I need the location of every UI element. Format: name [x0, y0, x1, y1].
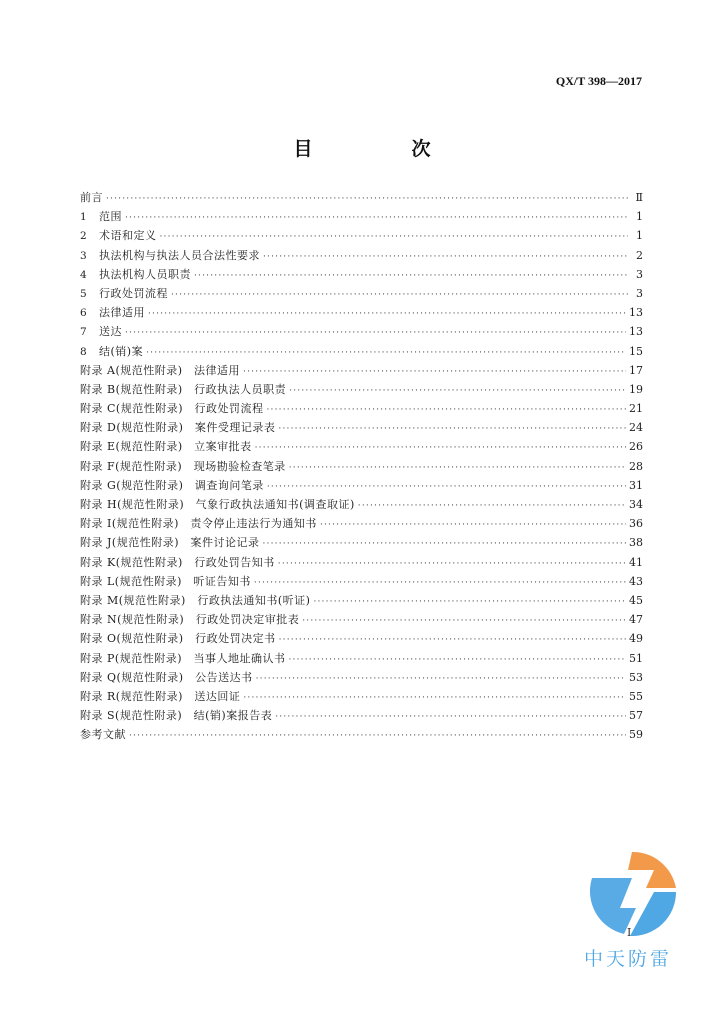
toc-dot-leader	[289, 459, 626, 478]
toc-dot-leader	[263, 535, 627, 554]
toc-entry-label: 附录 B(规范性附录) 行政执法人员职责	[80, 382, 287, 396]
toc-entry-page: 49	[629, 632, 643, 646]
toc-entry-label: 前言	[80, 191, 103, 204]
toc-dot-leader	[278, 555, 626, 574]
toc-dot-leader	[171, 286, 628, 305]
toc-entry[interactable]	[80, 610, 643, 629]
toc-entry-label: 附录 Q(规范性附录) 公告送达书	[80, 670, 253, 684]
toc-entry-page: 59	[629, 728, 643, 742]
toc-dot-leader	[263, 248, 628, 267]
toc-entry[interactable]	[80, 246, 643, 265]
toc-entry[interactable]	[80, 188, 643, 207]
toc-entry-label: 附录 D(规范性附录) 案件受理记录表	[80, 421, 276, 435]
toc-entry-label: 附录 F(规范性附录) 现场勘验检查笔录	[80, 459, 286, 473]
toc-entry-label: 附录 S(规范性附录) 结(销)案报告表	[80, 709, 273, 723]
toc-dot-leader	[267, 401, 627, 420]
toc-entry-number: 3	[80, 249, 87, 262]
toc-entry-page: 28	[629, 459, 643, 473]
toc-entry[interactable]	[80, 476, 643, 495]
toc-dot-leader	[302, 612, 626, 631]
toc-dot-leader	[243, 363, 626, 382]
toc-dot-leader	[313, 593, 626, 612]
standard-code: QX/T 398—2017	[555, 74, 642, 88]
toc-entry-number: 6	[80, 307, 87, 320]
toc-entry[interactable]	[80, 265, 643, 284]
toc-dot-leader	[129, 727, 626, 746]
toc-entry-page: 57	[629, 709, 643, 723]
toc-entry-page: 31	[629, 478, 643, 492]
toc-dot-leader	[275, 708, 626, 727]
toc-dot-leader	[148, 305, 626, 324]
toc-entry-label: 结(销)案	[99, 344, 144, 358]
toc-entry[interactable]	[80, 706, 643, 725]
toc-dot-leader	[320, 516, 626, 535]
toc-entry-page: 45	[629, 593, 643, 607]
toc-dot-leader	[106, 190, 628, 209]
toc-entry[interactable]	[80, 629, 643, 648]
toc-dot-leader	[255, 439, 626, 458]
toc-entry[interactable]	[80, 418, 643, 437]
toc-dot-leader	[288, 651, 626, 670]
page-number: I	[627, 926, 632, 939]
table-of-contents	[80, 188, 643, 744]
toc-entry-page: Ⅱ	[635, 191, 643, 204]
toc-entry[interactable]	[80, 303, 643, 322]
toc-entry[interactable]	[80, 322, 643, 341]
toc-entry[interactable]	[80, 495, 643, 514]
toc-entry[interactable]	[80, 207, 643, 226]
toc-entry-page: 51	[629, 651, 643, 665]
toc-entry-page: 36	[629, 517, 643, 531]
toc-entry[interactable]	[80, 342, 643, 361]
toc-entry-label: 行政处罚流程	[99, 286, 168, 300]
toc-entry-page: 17	[629, 363, 643, 377]
toc-dot-leader	[289, 382, 626, 401]
toc-dot-leader	[278, 420, 626, 439]
toc-entry-page: 1	[636, 210, 643, 224]
toc-dot-leader	[194, 267, 628, 286]
toc-entry[interactable]	[80, 572, 643, 591]
toc-entry-page: 2	[636, 248, 643, 262]
toc-entry-number: 1	[80, 211, 87, 224]
toc-entry-label: 附录 H(规范性附录) 气象行政执法通知书(调查取证)	[80, 498, 355, 511]
toc-entry-page: 1	[636, 229, 643, 243]
toc-entry[interactable]	[80, 591, 643, 610]
toc-entry-label: 附录 C(规范性附录) 行政处罚流程	[80, 402, 264, 416]
toc-entry-page: 15	[629, 344, 643, 358]
toc-entry-page: 43	[629, 574, 643, 588]
toc-entry[interactable]	[80, 361, 643, 380]
toc-entry-number: 8	[80, 345, 87, 358]
toc-entry-label: 附录 J(规范性附录) 案件讨论记录	[80, 536, 260, 550]
toc-dot-leader	[125, 209, 628, 228]
toc-entry-page: 55	[629, 689, 643, 703]
toc-entry[interactable]	[80, 649, 643, 668]
toc-entry-page: 41	[629, 555, 643, 569]
toc-entry[interactable]	[80, 284, 643, 303]
toc-entry-label: 附录 M(规范性附录) 行政执法通知书(听证)	[80, 593, 311, 607]
toc-entry-label: 法律适用	[99, 306, 145, 320]
toc-entry-page: 3	[636, 267, 643, 281]
toc-entry-page: 21	[629, 402, 643, 416]
toc-entry-label: 送达	[99, 325, 122, 339]
toc-entry-label: 附录 L(规范性附录) 听证告知书	[80, 574, 251, 588]
toc-entry-label: 附录 E(规范性附录) 立案审批表	[80, 440, 252, 454]
toc-dot-leader	[358, 497, 626, 516]
toc-entry[interactable]	[80, 687, 643, 706]
toc-entry-page: 38	[629, 536, 643, 550]
toc-entry-label: 附录 A(规范性附录) 法律适用	[80, 363, 241, 377]
toc-entry[interactable]	[80, 514, 643, 533]
toc-entry-label: 附录 N(规范性附录) 行政处罚决定审批表	[80, 613, 300, 627]
toc-entry-page: 53	[629, 670, 643, 684]
toc-entry-page: 13	[629, 306, 643, 320]
toc-entry[interactable]	[80, 457, 643, 476]
toc-entry-label: 执法机构与执法人员合法性要求	[99, 248, 260, 262]
toc-entry-number: 5	[80, 287, 87, 300]
toc-entry-label: 附录 K(规范性附录) 行政处罚告知书	[80, 555, 275, 569]
toc-entry[interactable]	[80, 437, 643, 456]
toc-entry-page: 13	[629, 325, 643, 339]
toc-entry-label: 附录 R(规范性附录) 送达回证	[80, 689, 241, 703]
toc-entry[interactable]	[80, 380, 643, 399]
toc-dot-leader	[279, 631, 626, 650]
toc-entry-label: 术语和定义	[99, 229, 157, 243]
toc-entry[interactable]	[80, 399, 643, 418]
toc-entry-page: 3	[636, 286, 643, 300]
toc-entry-label: 附录 I(规范性附录) 责令停止违法行为通知书	[80, 517, 317, 531]
toc-entry-number: 2	[80, 230, 87, 243]
toc-entry-page: 24	[629, 421, 643, 435]
toc-entry-page: 19	[629, 382, 643, 396]
toc-entry-label: 附录 O(规范性附录) 行政处罚决定书	[80, 632, 276, 646]
toc-entry-label: 附录 G(规范性附录) 调查询问笔录	[80, 478, 264, 492]
toc-dot-leader	[243, 689, 626, 708]
toc-dot-leader	[256, 670, 626, 689]
toc-entry-number: 7	[80, 326, 87, 339]
toc-entry[interactable]	[80, 668, 643, 687]
toc-entry-number: 4	[80, 268, 87, 281]
toc-entry-label: 执法机构人员职责	[99, 267, 191, 281]
lightning-logo-icon	[584, 848, 680, 938]
watermark-text: 中天防雷	[584, 948, 673, 970]
toc-entry-page: 34	[629, 498, 643, 511]
toc-entry[interactable]	[80, 553, 643, 572]
toc-dot-leader	[125, 324, 626, 343]
toc-entry[interactable]	[80, 533, 643, 552]
toc-entry-label: 附录 P(规范性附录) 当事人地址确认书	[80, 651, 286, 665]
toc-entry[interactable]	[80, 725, 643, 744]
toc-entry-page: 26	[629, 440, 643, 454]
toc-entry[interactable]	[80, 226, 643, 245]
toc-entry-label: 范围	[99, 210, 122, 224]
toc-entry-label: 参考文献	[80, 728, 126, 742]
page-title: 目 次	[293, 138, 471, 160]
toc-entry-page: 47	[629, 613, 643, 627]
